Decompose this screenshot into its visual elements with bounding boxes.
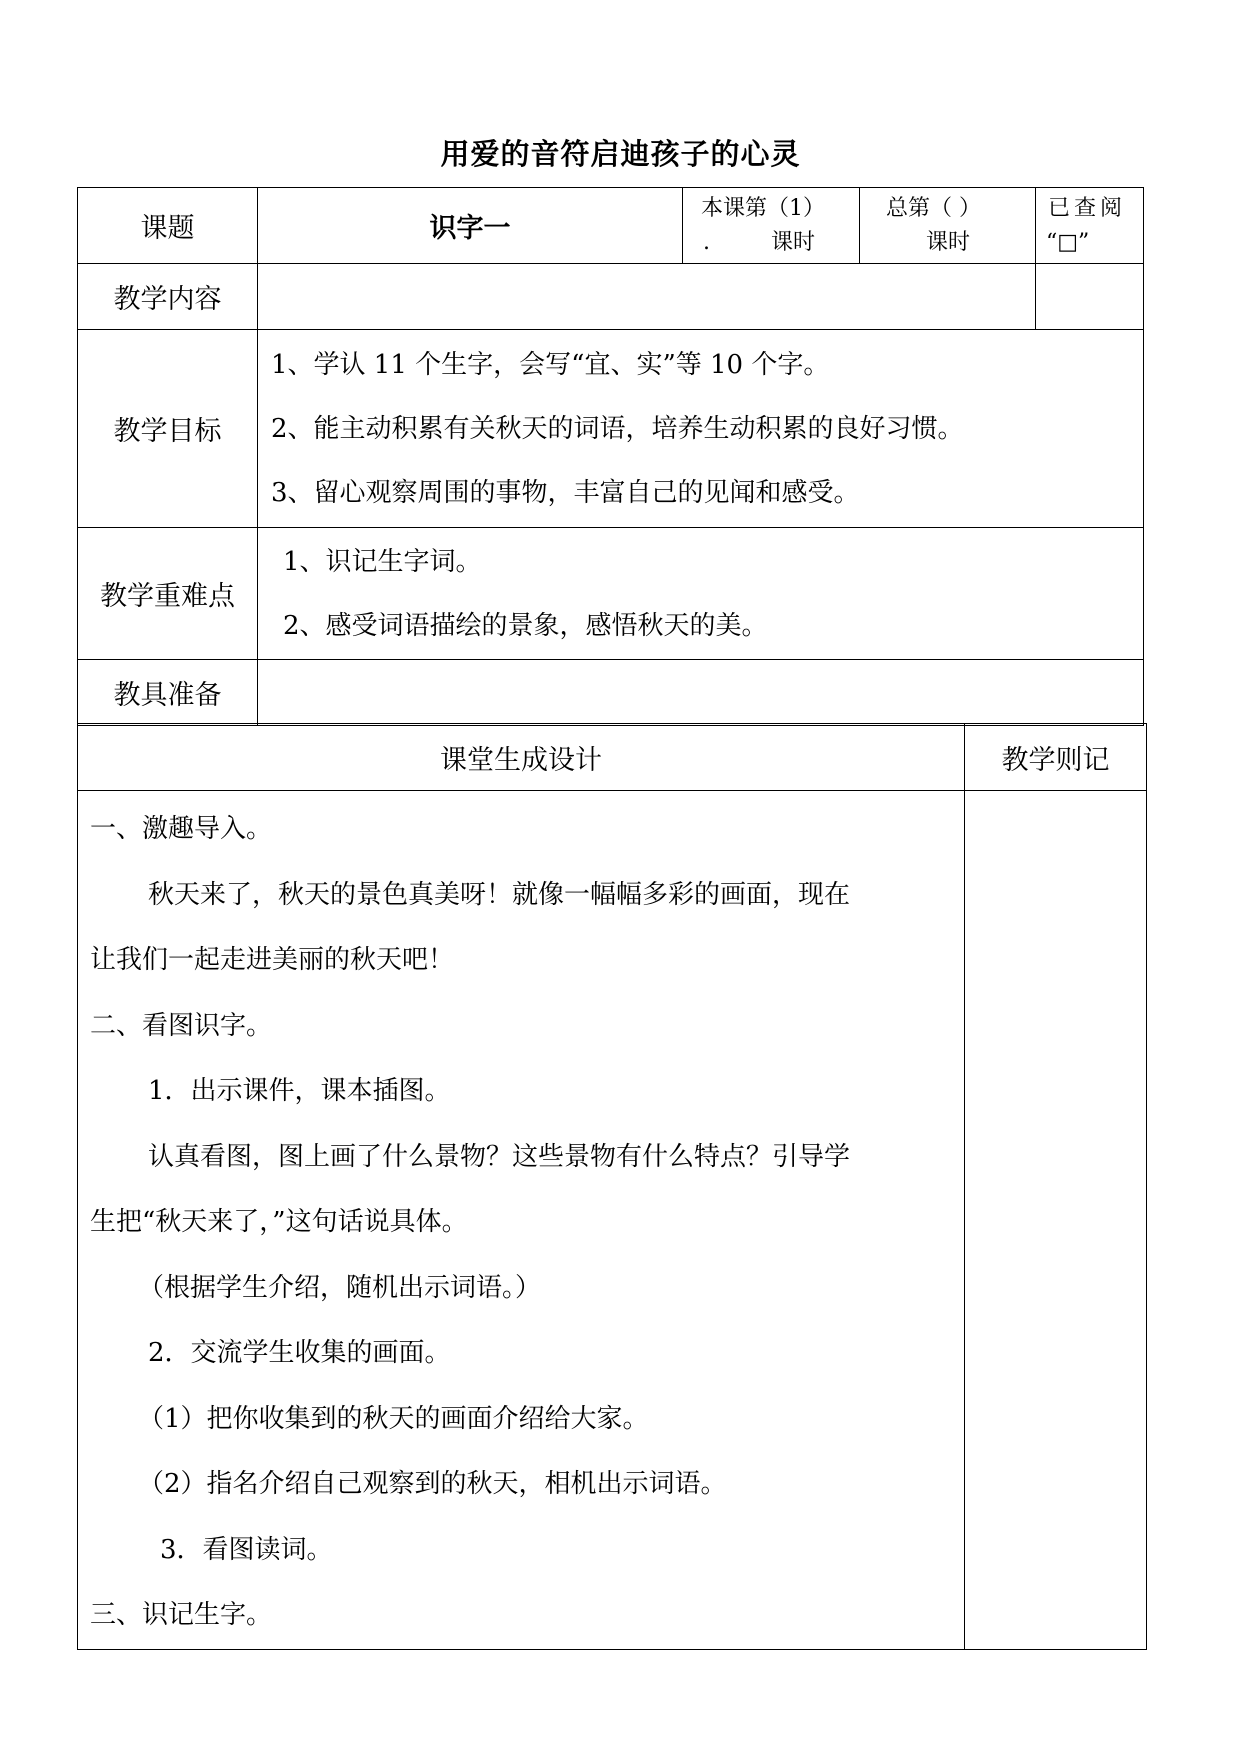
reviewed-checkbox: “□” xyxy=(1046,229,1090,255)
design-line: 3．看图读词。 xyxy=(160,1534,333,1565)
tools-label: 教具准备 xyxy=(78,660,258,726)
document-title: 用爱的音符启迪孩子的心灵 xyxy=(440,137,801,171)
total-number-cell xyxy=(860,188,1036,264)
reviewed-line1: 已查阅 xyxy=(1048,195,1127,221)
design-line: 秋天来了，秋天的景色真美呀！就像一幅幅多彩的画面，现在 xyxy=(148,879,851,910)
design-line: 2．交流学生收集的画面。 xyxy=(148,1338,451,1368)
goals-cell xyxy=(258,330,1144,528)
design-line: 三、识记生字。 xyxy=(90,1600,273,1630)
goal-item: 1、学认 11 个生字，会写“宜、实”等 10 个字。 xyxy=(271,349,830,380)
lesson-number-line2 xyxy=(683,226,859,260)
lesson-number-line1: 本课第（1） xyxy=(701,195,825,221)
goal-item: 3、留心观察周围的事物，丰富自己的见闻和感受。 xyxy=(271,477,860,508)
tools-value xyxy=(258,660,1144,726)
lesson-unit: 课时 xyxy=(771,229,816,255)
keypoint-item: 1、识记生字词。 xyxy=(283,546,482,577)
design-line: （1）把你收集到的秋天的画面介绍给大家。 xyxy=(138,1403,649,1434)
design-line: （2）指名介绍自己观察到的秋天，相机出示词语。 xyxy=(138,1469,727,1499)
subject-value: 识字一 xyxy=(258,188,683,264)
lesson-number-cell xyxy=(683,188,860,264)
keypoint-item: 2、感受词语描绘的景象，感悟秋天的美。 xyxy=(283,610,768,641)
design-line: 一、激趣导入。 xyxy=(90,814,273,844)
content-label: 教学内容 xyxy=(78,264,258,330)
total-number-line2: 课时 xyxy=(926,229,971,255)
design-line: 1．出示课件，课本插图。 xyxy=(148,1076,451,1106)
design-line: 让我们一起走进美丽的秋天吧！ xyxy=(90,945,455,975)
notes-content xyxy=(965,791,1147,1650)
design-line: 认真看图，图上画了什么景物？这些景物有什么特点？引导学 xyxy=(148,1141,851,1172)
content-value xyxy=(258,264,1036,330)
design-line: （根据学生介绍，随机出示词语。） xyxy=(138,1272,542,1303)
design-line: 二、看图识字。 xyxy=(90,1010,273,1041)
lesson-dot: . xyxy=(703,229,710,255)
subject-label: 课题 xyxy=(78,188,258,264)
goal-item: 2、能主动积累有关秋天的词语，培养生动积累的良好习惯。 xyxy=(271,413,964,444)
design-heading: 课堂生成设计 xyxy=(78,724,965,791)
total-number-line1: 总第（ ） xyxy=(886,195,981,221)
design-content xyxy=(78,791,965,1650)
content-side-cell xyxy=(1036,264,1144,330)
lesson-design-table xyxy=(77,723,1147,1650)
notes-heading: 教学则记 xyxy=(965,724,1147,791)
keypoints-cell xyxy=(258,528,1144,660)
reviewed-cell xyxy=(1036,188,1144,264)
lesson-info-table xyxy=(77,187,1144,726)
design-line: 生把“秋天来了，”这句话说具体。 xyxy=(90,1207,468,1237)
keypoints-label: 教学重难点 xyxy=(78,528,258,660)
goals-label: 教学目标 xyxy=(78,330,258,528)
